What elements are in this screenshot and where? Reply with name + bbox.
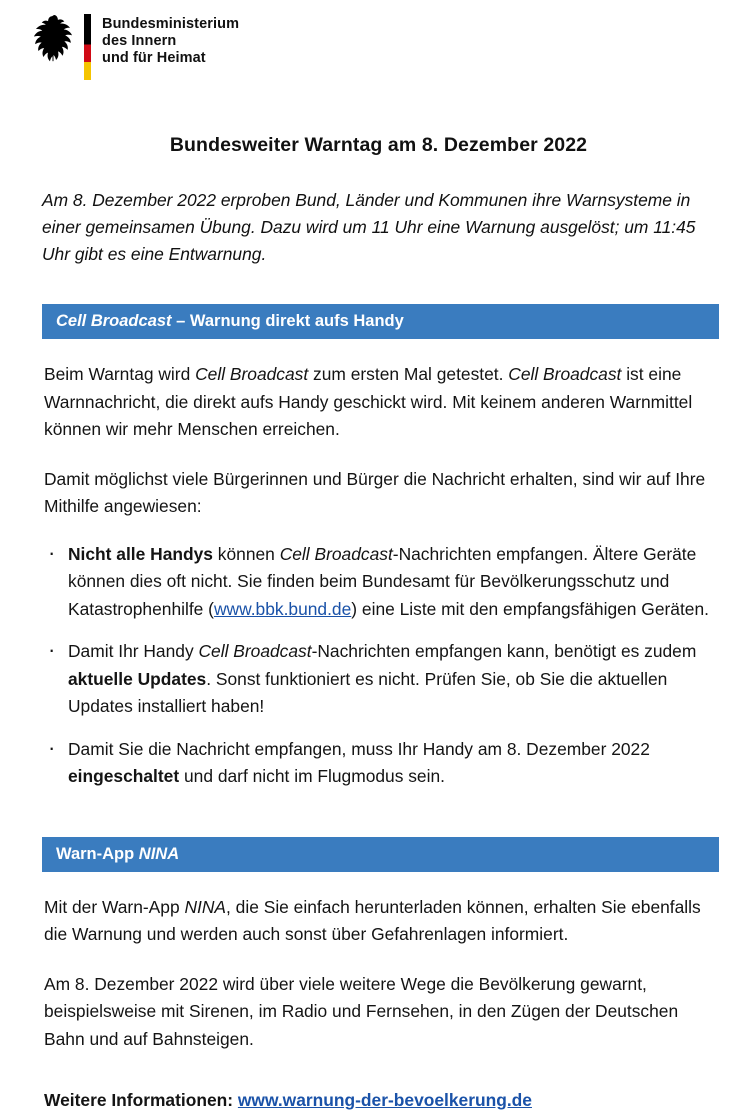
paragraph xyxy=(44,361,717,444)
section-heading-plain-part: Warn-App xyxy=(56,844,139,863)
list-item xyxy=(46,638,717,721)
list-item xyxy=(46,541,717,624)
bullet-list xyxy=(40,541,717,791)
ministry-line-3: und für Heimat xyxy=(102,50,206,66)
document-header xyxy=(0,0,741,92)
text-run: Damit Sie die Nachricht empfangen, muss Ihr Handy am 8. Dezember 2022 xyxy=(68,738,650,759)
inline-link[interactable]: www.bbk.bund.de xyxy=(213,598,352,619)
lead-paragraph: Am 8. Dezember 2022 erproben Bund, Länder und Kommunen ihre Warnsysteme in einer gemeinsamen Übung. Dazu wird um 11 Uhr eine Warnung ausgelöst; um 11:45 Uhr gibt es eine Entwarnung. xyxy=(42,190,696,264)
italic-text: Cell Broadcast xyxy=(195,364,309,384)
page-title: Bundesweiter Warntag am 8. Dezember 2022 xyxy=(169,134,588,156)
bold-text: aktuelle Updates xyxy=(68,668,207,689)
federal-eagle-icon xyxy=(30,14,74,62)
text-run: und darf nicht im Flugmodus sein. xyxy=(179,766,445,786)
italic-text: Cell Broadcast xyxy=(508,364,622,384)
bold-text: Nicht alle Handys xyxy=(68,543,213,564)
section-heading-rest: – Warnung direkt aufs Handy xyxy=(171,312,404,330)
text-run: Damit Ihr Handy xyxy=(68,641,199,661)
document-content xyxy=(0,134,741,1113)
italic-text: Cell Broadcast xyxy=(198,641,312,661)
bold-text: eingeschaltet xyxy=(68,766,180,786)
section-heading-cell-broadcast xyxy=(42,304,719,339)
section-body-cell-broadcast xyxy=(40,361,717,791)
section-body-warn-app-nina xyxy=(40,894,717,1054)
italic-text: NINA xyxy=(184,896,227,917)
section-heading-italic-part: Cell Broadcast xyxy=(56,312,172,330)
text-run: ist eine Warnnachricht, die direkt aufs Handy geschickt wird. Mit keinem anderen Warnmittel können wir mehr Menschen erreichen. xyxy=(44,364,693,439)
text-run: Beim Warntag wird xyxy=(44,364,196,384)
ministry-line-1: Bundesministerium xyxy=(102,16,240,32)
text-run: ) eine Liste mit den empfangsfähigen Geräten. xyxy=(351,598,709,619)
text-run: . Sonst funktioniert es nicht. Prüfen Sie, ob Sie die aktuellen Updates installiert haben! xyxy=(68,668,668,716)
further-information-label: Weitere Informationen: xyxy=(44,1090,238,1110)
german-flag-bar-icon xyxy=(84,14,91,80)
text-run: zum ersten Mal getestet. xyxy=(308,364,509,384)
text-run: können xyxy=(212,543,280,564)
warnung-der-bevoelkerung-link[interactable]: www.warnung-der-bevoelkerung.de xyxy=(237,1090,532,1110)
further-information xyxy=(44,1087,717,1113)
ministry-name xyxy=(102,14,239,67)
text-run: , die Sie einfach herunterladen können, erhalten Sie ebenfalls die Warnung und werden auch sonst über Gefahrenlagen informiert. xyxy=(44,896,701,944)
ministry-line-2: des Innern xyxy=(102,33,177,49)
paragraph xyxy=(44,466,717,521)
text-run: -Nachrichten empfangen. Ältere Geräte können dies oft nicht. Sie finden beim Bundesamt für Bevölkerungsschutz und Katastrophenhilfe ( xyxy=(68,543,697,619)
section-heading-italic-part: NINA xyxy=(138,844,180,863)
text-run: Am 8. Dezember 2022 wird über viele weitere Wege die Bevölkerung gewarnt, beispielsweise mit Sirenen, im Radio und Fernsehen, in den Zügen der Deutschen Bahn und auf Bahnsteigen. xyxy=(44,973,679,1049)
paragraph xyxy=(44,971,717,1054)
italic-text: Cell Broadcast xyxy=(279,543,393,564)
section-heading-warn-app-nina xyxy=(42,837,719,872)
text-run: Mit der Warn-App xyxy=(44,896,185,917)
paragraph xyxy=(44,894,717,949)
text-run: Damit möglichst viele Bürgerinnen und Bürger die Nachricht erhalten, sind wir auf Ihre Mithilfe angewiesen: xyxy=(44,468,706,516)
text-run: -Nachrichten empfangen kann, benötigt es zudem xyxy=(311,641,697,661)
list-item xyxy=(46,736,717,791)
